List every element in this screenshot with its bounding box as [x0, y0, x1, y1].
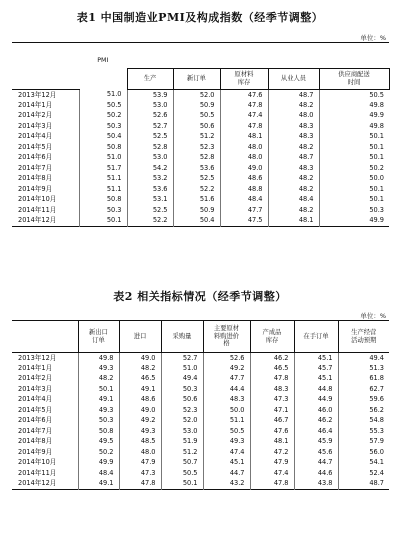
table2-cell: 47.6 — [250, 426, 294, 437]
table1-cell: 48.2 — [268, 184, 319, 195]
table1-row-month: 2014年4月 — [18, 132, 53, 141]
table2-cell: 45.1 — [203, 458, 250, 469]
table1-cell: 53.6 — [127, 184, 173, 195]
table2-cell: 49.1 — [78, 479, 119, 490]
table1-cell: 52.2 — [173, 184, 220, 195]
table2-cell: 49.3 — [203, 437, 250, 448]
table1-cell: 53.0 — [127, 100, 173, 111]
table1-cell: 48.2 — [268, 100, 319, 111]
table1-header-month-lower — [12, 69, 79, 90]
table2-cell: 48.1 — [250, 437, 294, 448]
table2-cell: 51.2 — [161, 447, 203, 458]
table2-cell: 45.9 — [294, 437, 338, 448]
table2-cell: 50.3 — [78, 416, 119, 427]
table1-cell: 49.0 — [220, 163, 268, 174]
table1-cell: 48.1 — [268, 216, 319, 227]
table1-cell: 48.6 — [220, 174, 268, 185]
table2-header-new-export-orders: 新出口 订单 — [78, 321, 119, 353]
table2-cell: 51.0 — [161, 363, 203, 374]
table1-cell: 50.9 — [173, 205, 220, 216]
table2-row-month: 2014年8月 — [18, 437, 53, 446]
table2-cell: 49.4 — [161, 374, 203, 385]
table1-cell: 53.2 — [127, 174, 173, 185]
table1-cell: 48.2 — [268, 174, 319, 185]
table2-cell: 47.8 — [119, 479, 161, 490]
table1-cell: 50.3 — [79, 205, 127, 216]
table2-cell: 50.7 — [161, 458, 203, 469]
table2-cell: 61.8 — [338, 374, 389, 385]
table2-cell: 51.3 — [338, 363, 389, 374]
table2-cell: 46.0 — [294, 405, 338, 416]
table2-row-month: 2014年12月 — [18, 479, 57, 488]
table1-header-employment: 从业人员 — [268, 69, 319, 90]
table1-cell: 48.3 — [268, 163, 319, 174]
table1-header-supplier-delivery: 供应商配送 时间 — [319, 69, 389, 90]
table2-row — [12, 405, 389, 416]
table1-header-raw-material-inventory: 原材料 库存 — [220, 69, 268, 90]
table2-cell: 48.2 — [119, 363, 161, 374]
table1-cell: 50.3 — [319, 205, 389, 216]
table1-cell: 51.6 — [173, 195, 220, 206]
table1-header-group — [127, 43, 389, 69]
table2-cell: 50.3 — [161, 384, 203, 395]
table2-cell: 47.8 — [250, 374, 294, 385]
table1-cell: 50.5 — [79, 100, 127, 111]
table2-cell: 48.4 — [78, 468, 119, 479]
table2-cell: 54.1 — [338, 458, 389, 469]
table1-row-month: 2014年3月 — [18, 121, 53, 130]
table2-cell: 54.8 — [338, 416, 389, 427]
table2-cell: 56.2 — [338, 405, 389, 416]
table1-cell: 52.2 — [127, 216, 173, 227]
table1-row-month: 2014年6月 — [18, 153, 53, 162]
table1-row-month: 2014年7月 — [18, 163, 53, 172]
table1-cell: 53.6 — [173, 163, 220, 174]
table2-cell: 47.8 — [250, 479, 294, 490]
table1-cell: 49.8 — [319, 121, 389, 132]
table1-cell: 52.7 — [127, 121, 173, 132]
table1-row — [12, 100, 389, 111]
table1-cell: 50.5 — [319, 90, 389, 101]
table2-cell: 49.5 — [78, 437, 119, 448]
table2-row-month: 2014年4月 — [18, 395, 53, 404]
table1-cell: 50.1 — [79, 216, 127, 227]
table1-row-month: 2014年9月 — [18, 184, 53, 193]
table1-row — [12, 90, 389, 101]
table2-cell: 49.9 — [78, 458, 119, 469]
table1-row — [12, 121, 389, 132]
table2-row — [12, 395, 389, 406]
table1-unit-label: 单位：% — [360, 34, 386, 42]
table1-cell: 52.5 — [127, 205, 173, 216]
table1-cell: 51.0 — [79, 90, 127, 101]
table2-row — [12, 384, 389, 395]
table1-cell: 53.1 — [127, 195, 173, 206]
table2-row — [12, 447, 389, 458]
table2-cell: 50.5 — [203, 426, 250, 437]
table1-cell: 50.6 — [173, 121, 220, 132]
table2-row-month: 2014年5月 — [18, 405, 53, 414]
table2-row — [12, 416, 389, 427]
table2-cell: 46.5 — [119, 374, 161, 385]
table1-cell: 48.2 — [268, 205, 319, 216]
table1-cell: 53.9 — [127, 90, 173, 101]
table1-cell: 47.4 — [220, 111, 268, 122]
table1-row-month: 2014年10月 — [18, 195, 57, 204]
table2-cell: 49.2 — [119, 416, 161, 427]
table1-row — [12, 163, 389, 174]
table1-body — [12, 90, 389, 227]
table1-cell: 51.1 — [79, 184, 127, 195]
table1-row — [12, 111, 389, 122]
table1-row-month: 2014年2月 — [18, 111, 53, 120]
table1-cell: 48.2 — [268, 142, 319, 153]
table2-cell: 44.7 — [203, 468, 250, 479]
table2-cell: 48.3 — [250, 384, 294, 395]
table2-cell: 49.3 — [78, 405, 119, 416]
table2-row — [12, 458, 389, 469]
table1-cell: 48.0 — [220, 142, 268, 153]
table2-cell: 43.8 — [294, 479, 338, 490]
table2-cell: 44.7 — [294, 458, 338, 469]
table2-cell: 52.4 — [338, 468, 389, 479]
table2-unit-label: 单位：% — [360, 312, 386, 320]
table2-cell: 55.3 — [338, 426, 389, 437]
table2-title: 表2 相关指标情况（经季节调整） — [113, 290, 287, 303]
table2-cell: 47.3 — [250, 395, 294, 406]
table1-row — [12, 142, 389, 153]
table1-title: 表1 中国制造业PMI及构成指数（经季节调整） — [76, 11, 324, 24]
table2-row — [12, 363, 389, 374]
table2-cell: 45.6 — [294, 447, 338, 458]
table2-cell: 45.1 — [294, 374, 338, 385]
table1-cell: 50.4 — [79, 132, 127, 143]
table1-cell: 48.4 — [268, 195, 319, 206]
table2-row-month: 2014年6月 — [18, 416, 53, 425]
table2-header-imports: 进口 — [119, 321, 161, 353]
table1-row — [12, 195, 389, 206]
table1-cell: 52.3 — [173, 142, 220, 153]
table2-cell: 47.9 — [250, 458, 294, 469]
table1-cell: 48.3 — [268, 121, 319, 132]
table1-row-month: 2014年5月 — [18, 142, 53, 151]
table2-cell: 47.4 — [250, 468, 294, 479]
table1-cell: 49.9 — [319, 216, 389, 227]
table2-row-month: 2014年2月 — [18, 374, 53, 383]
table2-cell: 47.3 — [119, 468, 161, 479]
table1-cell: 52.5 — [127, 132, 173, 143]
table2-header-purchase-quantity: 采购量 — [161, 321, 203, 353]
table1-cell: 50.1 — [319, 153, 389, 164]
table1-cell: 50.1 — [319, 142, 389, 153]
table2-row — [12, 426, 389, 437]
table2-cell: 47.1 — [250, 405, 294, 416]
table2-cell: 46.2 — [294, 416, 338, 427]
table2-cell: 52.7 — [161, 353, 203, 364]
table1-row — [12, 205, 389, 216]
table1-cell: 50.2 — [319, 163, 389, 174]
table1-cell: 50.8 — [79, 142, 127, 153]
table1-header-pmi: PMI — [97, 57, 109, 64]
table1-cell: 47.8 — [220, 100, 268, 111]
table1-cell: 50.1 — [319, 184, 389, 195]
table2-cell: 47.7 — [203, 374, 250, 385]
table2-cell: 52.6 — [203, 353, 250, 364]
table1-header-production: 生产 — [127, 69, 173, 90]
table2-row — [12, 437, 389, 448]
table1-cell: 51.7 — [79, 163, 127, 174]
table2-cell: 45.1 — [294, 353, 338, 364]
table1-cell: 50.8 — [79, 195, 127, 206]
table2-cell: 62.7 — [338, 384, 389, 395]
table2-cell: 44.9 — [294, 395, 338, 406]
table1-cell: 47.7 — [220, 205, 268, 216]
table2-row-month: 2014年11月 — [18, 468, 57, 477]
table2-cell: 49.0 — [119, 405, 161, 416]
table1-header-month — [12, 43, 79, 69]
table2-cell: 51.1 — [203, 416, 250, 427]
table2-row — [12, 468, 389, 479]
table1-row — [12, 184, 389, 195]
table2-cell: 47.9 — [119, 458, 161, 469]
pmi-table — [12, 42, 390, 227]
table1-row — [12, 174, 389, 185]
table1-cell: 49.8 — [319, 100, 389, 111]
table2-cell: 51.9 — [161, 437, 203, 448]
table1-row-month: 2014年1月 — [18, 100, 53, 109]
table2-row-month: 2014年7月 — [18, 426, 53, 435]
table2-cell: 44.6 — [294, 468, 338, 479]
table2-cell: 50.0 — [203, 405, 250, 416]
table1-header-new-orders: 新订单 — [173, 69, 220, 90]
table2-cell: 46.4 — [294, 426, 338, 437]
table2-cell: 48.0 — [119, 447, 161, 458]
table1-cell: 52.5 — [173, 174, 220, 185]
table1-cell: 48.0 — [220, 153, 268, 164]
table1-cell: 49.9 — [319, 111, 389, 122]
table2-cell: 48.6 — [119, 395, 161, 406]
table2-cell: 52.3 — [161, 405, 203, 416]
table2-cell: 49.3 — [119, 426, 161, 437]
table1-cell: 50.5 — [173, 111, 220, 122]
table2-cell: 49.1 — [78, 395, 119, 406]
table1-cell: 50.0 — [319, 174, 389, 185]
table2-cell: 49.8 — [78, 353, 119, 364]
table1-cell: 48.7 — [268, 153, 319, 164]
table2-row-month: 2013年12月 — [18, 353, 57, 362]
table1-cell: 51.0 — [79, 153, 127, 164]
table2-cell: 48.3 — [203, 395, 250, 406]
table2-cell: 49.2 — [203, 363, 250, 374]
table2-body — [12, 353, 389, 490]
table1-cell: 47.6 — [220, 90, 268, 101]
table2-cell: 43.2 — [203, 479, 250, 490]
table1-row — [12, 216, 389, 227]
table2-row — [12, 479, 389, 490]
table1-cell: 48.0 — [268, 111, 319, 122]
table2-cell: 46.5 — [250, 363, 294, 374]
table2-cell: 45.7 — [294, 363, 338, 374]
table1-cell: 52.0 — [173, 90, 220, 101]
table2-cell: 50.2 — [78, 447, 119, 458]
table1-cell: 48.1 — [220, 132, 268, 143]
table2-row-month: 2014年9月 — [18, 447, 53, 456]
table2-cell: 53.0 — [161, 426, 203, 437]
table1-cell: 50.9 — [173, 100, 220, 111]
table2-cell: 50.1 — [161, 479, 203, 490]
table2-cell: 46.2 — [250, 353, 294, 364]
table2-header-finished-goods-inventory: 产成品 库存 — [250, 321, 294, 353]
table2-cell: 49.0 — [119, 353, 161, 364]
table1-row — [12, 132, 389, 143]
table1-cell: 48.4 — [220, 195, 268, 206]
table1-cell: 47.5 — [220, 216, 268, 227]
table2-cell: 49.4 — [338, 353, 389, 364]
table2-cell: 49.3 — [78, 363, 119, 374]
table1-cell: 50.3 — [79, 121, 127, 132]
table1-cell: 48.7 — [268, 90, 319, 101]
table1-cell: 50.2 — [79, 111, 127, 122]
table2-cell: 47.2 — [250, 447, 294, 458]
table2-header-input-prices: 主要原材 料购进价 格 — [203, 321, 250, 353]
table2-cell: 50.8 — [78, 426, 119, 437]
table2-cell: 44.8 — [294, 384, 338, 395]
table2-cell: 44.4 — [203, 384, 250, 395]
table2-cell: 52.0 — [161, 416, 203, 427]
table1-cell: 50.1 — [319, 132, 389, 143]
table1-row-month: 2014年11月 — [18, 205, 57, 214]
table2-row-month: 2014年3月 — [18, 384, 53, 393]
table2-header-backlog-orders: 在手订单 — [294, 321, 338, 353]
table1-cell: 47.8 — [220, 121, 268, 132]
table1-cell: 50.1 — [319, 195, 389, 206]
table2-cell: 49.1 — [119, 384, 161, 395]
table2-cell: 59.6 — [338, 395, 389, 406]
table1-row-month: 2014年8月 — [18, 174, 53, 183]
table2-cell: 56.0 — [338, 447, 389, 458]
table2-header-business-expectations: 生产经营 活动预期 — [338, 321, 389, 353]
table1-cell: 52.8 — [173, 153, 220, 164]
table2-cell: 48.7 — [338, 479, 389, 490]
table2-row-month: 2014年1月 — [18, 363, 53, 372]
related-indicators-table — [12, 320, 389, 490]
table1-row-month: 2013年12月 — [18, 90, 57, 99]
table2-row-month: 2014年10月 — [18, 458, 57, 467]
table1-cell: 50.4 — [173, 216, 220, 227]
table2-cell: 47.4 — [203, 447, 250, 458]
table1-cell: 48.3 — [268, 132, 319, 143]
table2-row — [12, 353, 389, 364]
table2-cell: 50.1 — [78, 384, 119, 395]
table2-row — [12, 374, 389, 385]
table1-cell: 48.8 — [220, 184, 268, 195]
table2-cell: 50.6 — [161, 395, 203, 406]
table2-cell: 46.7 — [250, 416, 294, 427]
table1-row — [12, 153, 389, 164]
table1-cell: 54.2 — [127, 163, 173, 174]
table2-cell: 48.5 — [119, 437, 161, 448]
table2-cell: 48.2 — [78, 374, 119, 385]
table2-cell: 57.9 — [338, 437, 389, 448]
table2-cell: 50.5 — [161, 468, 203, 479]
table2-header-month — [12, 321, 78, 353]
table1-cell: 51.2 — [173, 132, 220, 143]
table1-cell: 51.1 — [79, 174, 127, 185]
table1-cell: 52.8 — [127, 142, 173, 153]
table1-row-month: 2014年12月 — [18, 216, 57, 225]
table1-cell: 52.6 — [127, 111, 173, 122]
table1-cell: 53.0 — [127, 153, 173, 164]
